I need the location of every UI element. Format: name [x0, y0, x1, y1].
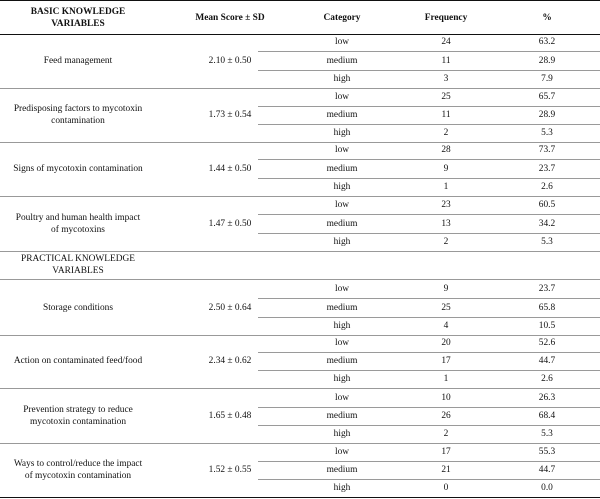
variable-name: Feed management [43, 56, 113, 66]
row-divider [258, 298, 600, 299]
row-divider [258, 159, 600, 160]
category-high: high [333, 237, 351, 247]
top-rule [0, 0, 600, 1]
row-divider [258, 178, 600, 179]
category-medium: medium [326, 465, 358, 475]
mean-score: 1.65 ± 0.48 [208, 411, 252, 421]
category-medium: medium [326, 56, 358, 66]
percent-value: 44.7 [538, 356, 556, 366]
header-rule [0, 34, 600, 35]
bottom-rule [0, 497, 600, 498]
header-frequency: Frequency [424, 13, 468, 23]
percent-value: 5.3 [541, 128, 553, 138]
percent-value: 2.6 [541, 182, 553, 192]
category-medium: medium [326, 356, 358, 366]
percent-value: 5.3 [541, 237, 553, 247]
percent-value: 0.0 [541, 483, 553, 493]
block-divider [0, 443, 600, 444]
frequency-value: 25 [441, 92, 451, 102]
row-divider [258, 233, 600, 234]
row-divider [258, 352, 600, 353]
percent-value: 73.7 [538, 145, 556, 155]
frequency-value: 11 [441, 56, 451, 66]
category-high: high [333, 483, 351, 493]
category-low: low [334, 284, 350, 294]
row-divider [258, 370, 600, 371]
percent-value: 68.4 [538, 411, 556, 421]
category-high: high [333, 128, 351, 138]
row-divider [258, 214, 600, 215]
frequency-value: 9 [443, 164, 449, 174]
percent-value: 44.7 [538, 465, 556, 475]
block-divider [0, 88, 600, 89]
variable-name: Storage conditions [42, 303, 114, 313]
frequency-value: 3 [443, 74, 449, 84]
frequency-value: 0 [443, 483, 449, 493]
header-mean-score: Mean Score ± SD [195, 13, 265, 23]
row-divider [258, 106, 600, 107]
percent-value: 10.5 [538, 321, 556, 331]
percent-value: 7.9 [541, 74, 553, 84]
percent-value: 23.7 [538, 284, 556, 294]
frequency-value: 17 [441, 356, 451, 366]
category-low: low [334, 200, 350, 210]
frequency-value: 26 [441, 411, 451, 421]
frequency-value: 21 [441, 465, 451, 475]
category-low: low [334, 447, 350, 457]
category-high: high [333, 429, 351, 439]
row-divider [258, 461, 600, 462]
frequency-value: 1 [443, 182, 449, 192]
practical-heading-rule [0, 279, 600, 280]
category-high: high [333, 321, 351, 331]
row-divider [258, 70, 600, 71]
frequency-value: 9 [443, 284, 449, 294]
frequency-value: 25 [441, 303, 451, 313]
mean-score: 2.10 ± 0.50 [208, 56, 252, 66]
category-high: high [333, 374, 351, 384]
mean-score: 1.73 ± 0.54 [208, 110, 252, 120]
percent-value: 23.7 [538, 164, 556, 174]
category-high: high [333, 182, 351, 192]
variable-name: Predisposing factors to mycotoxin contamination [13, 104, 143, 126]
percent-value: 5.3 [541, 429, 553, 439]
percent-value: 55.3 [538, 447, 556, 457]
percent-value: 60.5 [538, 200, 556, 210]
header-percent: % [542, 13, 552, 23]
percent-value: 63.2 [538, 37, 556, 47]
percent-value: 65.7 [538, 92, 556, 102]
frequency-value: 2 [443, 237, 449, 247]
frequency-value: 2 [443, 128, 449, 138]
practical-heading: PRACTICAL KNOWLEDGE VARIABLES [21, 254, 135, 276]
frequency-value: 4 [443, 321, 449, 331]
percent-value: 52.6 [538, 338, 556, 348]
percent-value: 26.3 [538, 393, 556, 403]
percent-value: 34.2 [538, 219, 556, 229]
block-divider [0, 196, 600, 197]
block-divider [0, 388, 600, 389]
category-low: low [334, 338, 350, 348]
header-category: Category [323, 13, 361, 23]
header-variables: BASIC KNOWLEDGE VARIABLES [30, 7, 126, 29]
row-divider [258, 407, 600, 408]
frequency-value: 28 [441, 145, 451, 155]
category-high: high [333, 74, 351, 84]
variable-name: Prevention strategy to reduce mycotoxin contamination [23, 405, 133, 427]
percent-value: 65.8 [538, 303, 556, 313]
row-divider [258, 124, 600, 125]
variable-name: Signs of mycotoxin contamination [13, 164, 143, 174]
frequency-value: 1 [443, 374, 449, 384]
frequency-value: 13 [441, 219, 451, 229]
frequency-value: 17 [441, 447, 451, 457]
block-divider [0, 251, 600, 252]
mean-score: 2.34 ± 0.62 [208, 356, 252, 366]
row-divider [258, 479, 600, 480]
category-low: low [334, 145, 350, 155]
mean-score: 1.52 ± 0.55 [208, 465, 252, 475]
mean-score: 2.50 ± 0.64 [208, 303, 252, 313]
mean-score: 1.44 ± 0.50 [208, 164, 252, 174]
category-medium: medium [326, 219, 358, 229]
percent-value: 28.9 [538, 56, 556, 66]
percent-value: 28.9 [538, 110, 556, 120]
frequency-value: 2 [443, 429, 449, 439]
frequency-value: 24 [441, 37, 451, 47]
category-low: low [334, 37, 350, 47]
row-divider [258, 425, 600, 426]
category-medium: medium [326, 303, 358, 313]
category-medium: medium [326, 110, 358, 120]
category-low: low [334, 393, 350, 403]
variable-name: Ways to control/reduce the impact of mycotoxin contamination [13, 459, 143, 481]
row-divider [258, 51, 600, 52]
block-divider [0, 335, 600, 336]
category-medium: medium [326, 411, 358, 421]
frequency-value: 11 [441, 110, 451, 120]
frequency-value: 20 [441, 338, 451, 348]
variable-name: Poultry and human health impact of mycotoxins [15, 213, 141, 235]
category-medium: medium [326, 164, 358, 174]
mean-score: 1.47 ± 0.50 [208, 219, 252, 229]
frequency-value: 23 [441, 200, 451, 210]
block-divider [0, 142, 600, 143]
row-divider [258, 317, 600, 318]
percent-value: 2.6 [541, 374, 553, 384]
frequency-value: 10 [441, 393, 451, 403]
variable-name: Action on contaminated feed/food [13, 356, 143, 366]
category-low: low [334, 92, 350, 102]
